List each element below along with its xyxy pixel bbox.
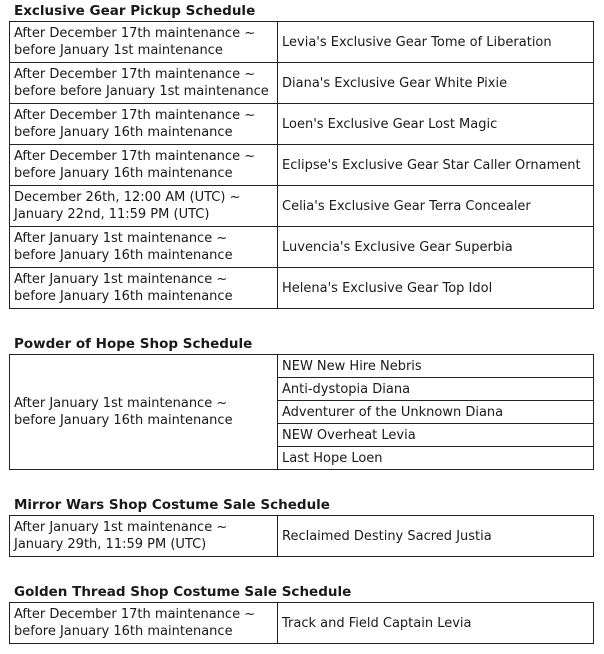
table-row [10, 355, 594, 378]
section-title: Mirror Wars Shop Costume Sale Schedule [14, 497, 330, 513]
period-cell: After January 1st maintenance ~ before January 16th maintenance [10, 355, 278, 470]
table-row [10, 104, 594, 145]
exclusive-gear-table [9, 21, 594, 309]
powder-of-hope-table [9, 354, 594, 470]
period-cell: After January 1st maintenance ~ January 29th, 11:59 PM (UTC) [10, 516, 278, 557]
mirror-wars-table [9, 515, 594, 557]
item-cell: Levia's Exclusive Gear Tome of Liberation [278, 22, 594, 63]
item-cell: Helena's Exclusive Gear Top Idol [278, 268, 594, 309]
golden-thread-table [9, 602, 594, 644]
table-row [10, 22, 594, 63]
section-title: Exclusive Gear Pickup Schedule [14, 3, 256, 19]
period-cell: After December 17th maintenance ~ before January 16th maintenance [10, 603, 278, 644]
item-cell: Last Hope Loen [278, 447, 594, 470]
item-cell: Loen's Exclusive Gear Lost Magic [278, 104, 594, 145]
item-cell: Reclaimed Destiny Sacred Justia [278, 516, 594, 557]
golden-thread-section [9, 584, 594, 644]
table-row [10, 603, 594, 644]
item-cell: Diana's Exclusive Gear White Pixie [278, 63, 594, 104]
period-cell: After January 1st maintenance ~ before January 16th maintenance [10, 227, 278, 268]
mirror-wars-section [9, 497, 594, 557]
table-row [10, 516, 594, 557]
item-cell: Track and Field Captain Levia [278, 603, 594, 644]
item-cell: NEW Overheat Levia [278, 424, 594, 447]
table-row [10, 186, 594, 227]
item-cell: Celia's Exclusive Gear Terra Concealer [278, 186, 594, 227]
item-cell: NEW New Hire Nebris [278, 355, 594, 378]
item-cell: Eclipse's Exclusive Gear Star Caller Ornament [278, 145, 594, 186]
period-cell: After December 17th maintenance ~ before January 16th maintenance [10, 145, 278, 186]
table-row [10, 268, 594, 309]
period-cell: After December 17th maintenance ~ before January 16th maintenance [10, 104, 278, 145]
period-cell: After December 17th maintenance ~ before January 1st maintenance [10, 22, 278, 63]
item-cell: Luvencia's Exclusive Gear Superbia [278, 227, 594, 268]
period-cell: December 26th, 12:00 AM (UTC) ~ January 22nd, 11:59 PM (UTC) [10, 186, 278, 227]
table-row [10, 145, 594, 186]
item-cell: Anti-dystopia Diana [278, 378, 594, 401]
exclusive-gear-pickup-section [9, 3, 594, 309]
table-row [10, 63, 594, 104]
section-title: Powder of Hope Shop Schedule [14, 336, 253, 352]
period-cell: After December 17th maintenance ~ before before January 1st maintenance [10, 63, 278, 104]
period-cell: After January 1st maintenance ~ before January 16th maintenance [10, 268, 278, 309]
item-cell: Adventurer of the Unknown Diana [278, 401, 594, 424]
table-row [10, 227, 594, 268]
powder-of-hope-section [9, 336, 594, 470]
section-title: Golden Thread Shop Costume Sale Schedule [14, 584, 352, 600]
